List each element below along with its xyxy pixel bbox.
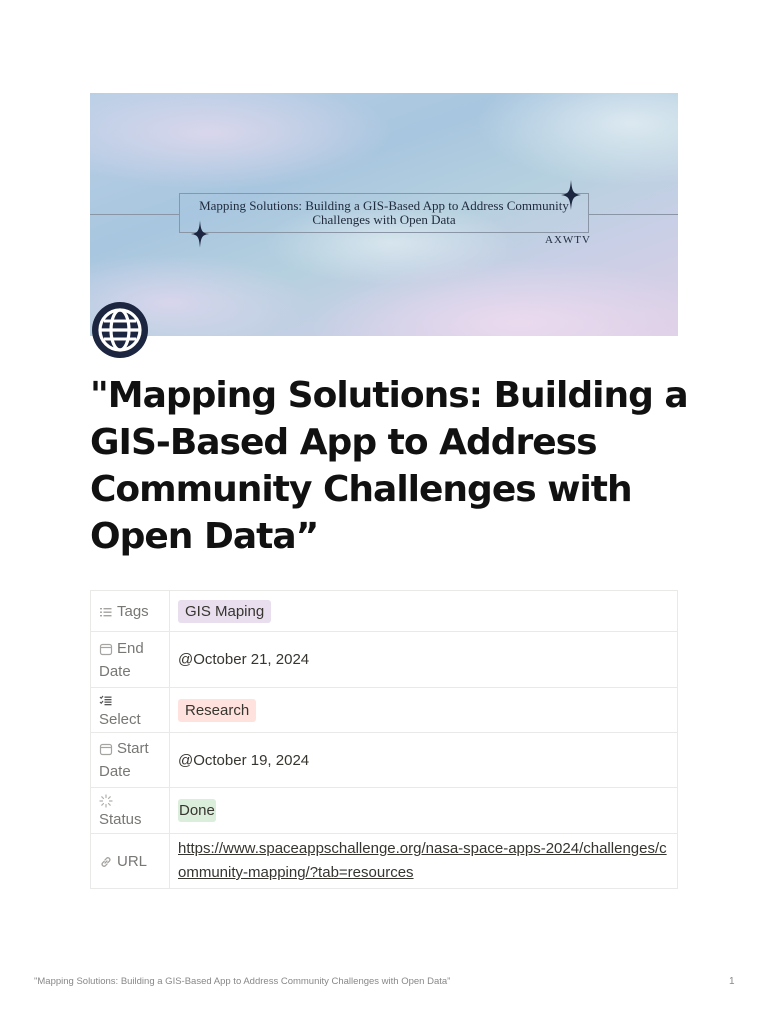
cover-brand: AXWTV <box>545 234 591 246</box>
properties-table <box>90 590 678 889</box>
checklist-icon <box>99 694 113 708</box>
page-title: "Mapping Solutions: Building a GIS-Based App to Address Community Challenges with Open Data” <box>90 375 688 557</box>
property-key <box>91 632 170 688</box>
cover-image <box>90 93 678 336</box>
property-key <box>91 834 170 889</box>
status-spinner-icon <box>99 794 113 808</box>
property-label-url: URL <box>117 852 148 870</box>
cover-rule-right <box>589 214 678 215</box>
calendar-icon <box>99 742 113 756</box>
end-date-value[interactable]: @October 21, 2024 <box>170 632 678 688</box>
property-key <box>91 688 170 733</box>
property-label-tags: Tags <box>117 602 149 620</box>
property-row-select <box>91 688 678 733</box>
property-key <box>91 591 170 632</box>
cover-rule-left <box>90 214 179 215</box>
property-row-status <box>91 788 678 834</box>
sparkle-icon <box>561 180 581 210</box>
cover-title: Mapping Solutions: Building a GIS-Based App to Address Community Challenges with Open Data <box>199 198 569 227</box>
property-key <box>91 788 170 834</box>
url-link[interactable]: https://www.spaceappschallenge.org/nasa-space-apps-2024/challenges/community-mapping/?tab=resources <box>178 840 667 881</box>
property-value-cell <box>170 688 678 733</box>
sparkle-icon <box>191 220 209 248</box>
status-badge-done[interactable]: Done <box>178 799 216 822</box>
footer-title: "Mapping Solutions: Building a GIS-Based App to Address Community Challenges with Open Data” <box>34 976 451 987</box>
tag-research[interactable]: Research <box>178 699 256 722</box>
page-number: 1 <box>729 976 735 987</box>
start-date-value[interactable]: @October 19, 2024 <box>170 733 678 788</box>
property-label-end-date: End Date <box>99 639 144 680</box>
property-row-tags <box>91 591 678 632</box>
property-label-start-date: Start Date <box>99 740 149 780</box>
property-row-start-date <box>91 733 678 788</box>
property-row-end-date <box>91 632 678 688</box>
property-value-cell <box>170 591 678 632</box>
property-value-cell <box>170 834 678 889</box>
property-label-select: Select <box>99 710 141 728</box>
tag-gis-maping[interactable]: GIS Maping <box>178 600 271 623</box>
globe-icon <box>90 300 150 360</box>
property-row-url <box>91 834 678 889</box>
property-label-status: Status <box>99 810 142 828</box>
list-icon <box>99 605 113 619</box>
link-icon <box>99 855 113 869</box>
property-key <box>91 733 170 788</box>
calendar-icon <box>99 642 113 656</box>
property-value-cell <box>170 788 678 834</box>
